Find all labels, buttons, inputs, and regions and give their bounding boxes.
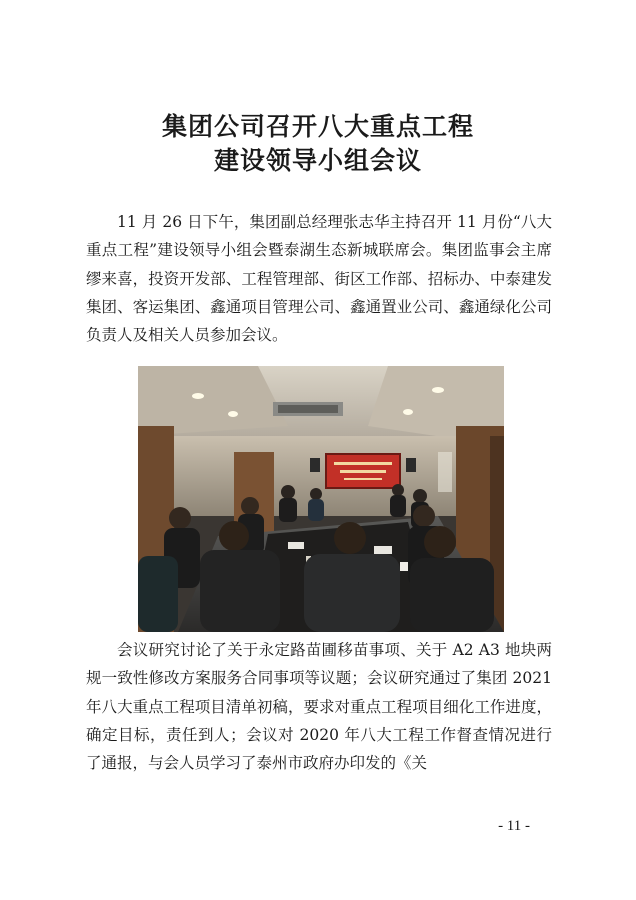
paragraph-2 xyxy=(86,636,552,777)
page-number: - 11 - xyxy=(498,818,530,834)
document-title-line-1: 集团公司召开八大重点工程 xyxy=(161,112,474,141)
meeting-photo-icon xyxy=(138,366,504,632)
paragraph-1 xyxy=(86,208,552,349)
paragraph-2-text: 会议研究讨论了关于永定路苗圃移苗事项、关于 A2 A3 地块两规一致性修改方案服务合同事项等议题；会议研究通过了集团 2021 年八大重点工程项目清单初稿，要求对重点工程项目细化工作进度，确定目标，责任到人；会议对 2020 年八大工程工作督查情况进行了通报，与会人员学习了泰州市政府办印发的《关 xyxy=(86,641,552,773)
document-title-line-2: 建设领导小组会议 xyxy=(213,146,422,175)
meeting-photo xyxy=(138,366,504,632)
paragraph-1-text: 11 月 26 日下午，集团副总经理张志华主持召开 11 月份“八大重点工程”建设领导小组会暨泰湖生态新城联席会。集团监事会主席缪来喜，投资开发部、工程管理部、街区工作部、招标办、中泰建发集团、客运集团、鑫通项目管理公司、鑫通置业公司、鑫通绿化公司负责人及相关人员参加会议。 xyxy=(86,213,552,345)
